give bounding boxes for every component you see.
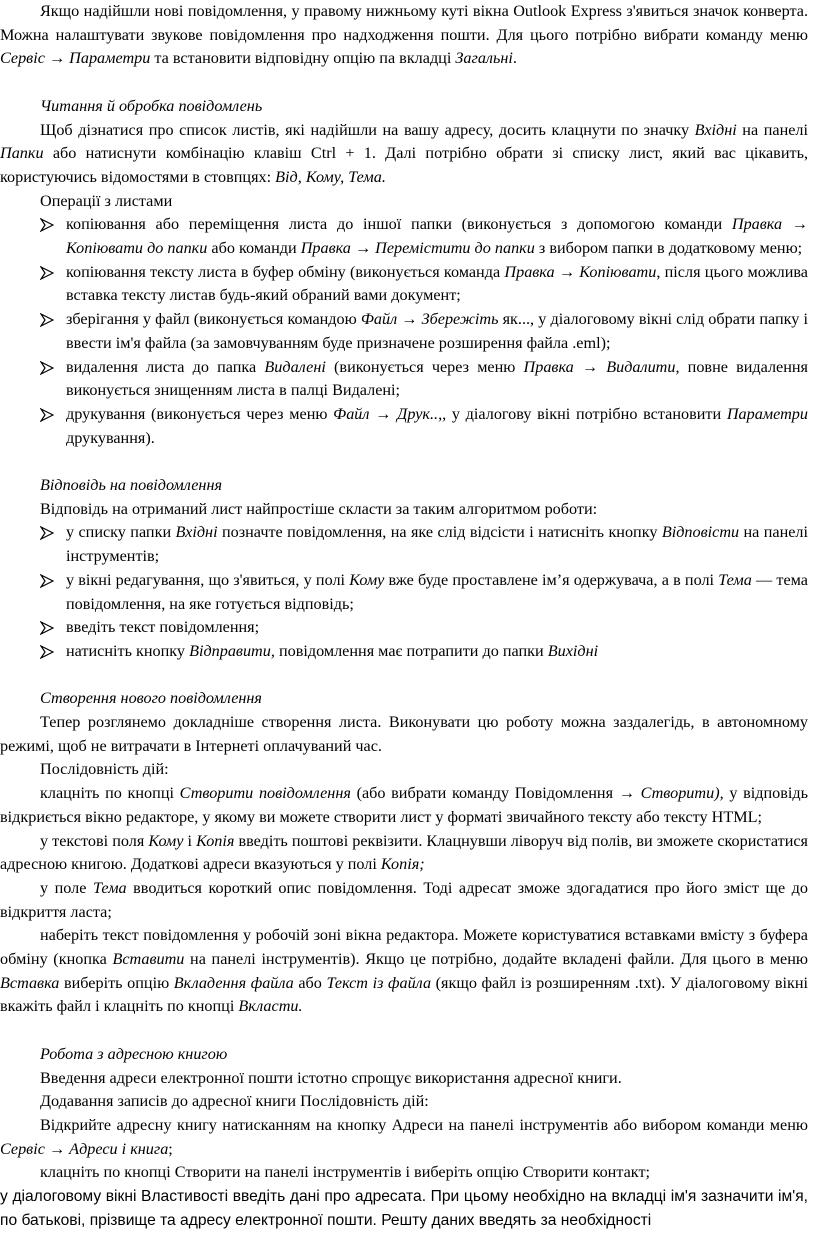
list-item: зберігання у файл (виконується командою Файл → Збережіть як..., у діалоговому вікні слід обрати папку і ввести ім'я файла (за замовчуванням буде призначене розширення файла .eml); <box>0 308 808 355</box>
create-step-3: у поле Тема вводиться короткий опис повідомлення. Тоді адресат зможе здогадатися про його зміст ще до відкриття ласта; <box>0 878 809 921</box>
reading-paragraph: Щоб дізнатися про список листів, які надійшли на вашу адресу, досить клацнути по значку Вхідні на панелі Папки або натиснути комбінацію клавіш Ctrl + 1. Далі потрібно обрати зі списку лист, який вас цікавить, користуючись відомостями в стовпцях: Від, Кому, Тема. <box>0 120 808 186</box>
arrow-bullet-icon <box>40 616 54 639</box>
section-heading-address-book: Робота з адресною книгою <box>40 1044 228 1063</box>
list-item: натисніть кнопку Відправити, повідомлення має потрапити до папки Вихідні <box>0 640 808 664</box>
create-step-1: клацніть по кнопці Створити повідомлення (або вибрати команду Повідомлення → Створити), у відповідь відкриється вікно редакторе, у якому ви можете створити лист у форматі звичайного тексту або тексту HTML; <box>0 784 808 826</box>
list-item: копіювання або переміщення листа до іншої папки (виконується з допомогою команди Правка → Копіювати до папки або команди Правка → Перемістити до папки з вибором папки в додатковому меню; <box>0 213 808 260</box>
section-heading-reply: Відповідь на повідомлення <box>40 476 222 495</box>
arrow-bullet-icon <box>40 521 54 544</box>
section-heading-reading: Читання й обробка повідомлень <box>40 96 263 115</box>
list-item: у списку папки Вхідні позначте повідомлення, на яке слід відсісти і натисніть кнопку Відповісти на панелі інструментів; <box>0 521 808 568</box>
create-step-2: у текстові поля Кому і Копія введіть поштові реквізити. Клацнувши ліворуч від полів, ви зможете скористатися адресною книгою. Додаткові адреси вказуються у полі Копія; <box>0 831 808 874</box>
arrow-bullet-icon <box>40 261 54 284</box>
operations-title: Операції з листами <box>40 191 173 210</box>
sequence-title: Послідовність дій: <box>40 760 169 779</box>
list-item: копіювання тексту листа в буфер обміну (виконується команда Правка → Копіювати, після цього можлива вставка тексту листав будь-який обраний вами документ; <box>0 261 808 308</box>
reply-steps-list <box>0 521 808 663</box>
intro-paragraph: Якщо надійшли нові повідомлення, у правому нижньому куті вікна Outlook Express з'явиться значок конверта. Можна налаштувати звукове повідомлення про надходження пошти. Для цього потрібно вибрати команду меню Сервіс → Параметри та встановити відповідну опцію па вкладці Загальні. <box>0 2 808 68</box>
arrow-bullet-icon <box>40 213 54 236</box>
list-item: введіть текст повідомлення; <box>0 616 808 640</box>
arrow-bullet-icon <box>40 356 54 379</box>
section-heading-create: Створення нового повідомлення <box>40 689 262 708</box>
create-paragraph: Тепер розглянемо докладніше створення листа. Виконувати цю роботу можна заздалегідь, в автономному режимі, щоб не витрачати в Інтернеті оплачуваний час. <box>0 713 808 755</box>
address-paragraph-5: у діалоговому вікні Властивості введіть дані про адресата. При цьому необхідно на вкладці ім'я зазначити ім'я, по батькові, прізвище та адресу електронної пошти. Решту даних введять за необхідності <box>0 1188 808 1229</box>
list-item: друкування (виконується через меню Файл → Друк..,, у діалогову вікні потрібно встановити Параметри друкування). <box>0 403 808 450</box>
create-step-4: наберіть текст повідомлення у робочій зоні вікна редактора. Можете користуватися вставками вмісту з буфера обміну (кнопка Вставити на панелі інструментів). Якщо це потрібно, додайте вкладені файли. Для цього в меню Вставка виберіть опцію Вкладення файла або Текст із файла (якщо файл із розширенням .txt). У діалоговому вікні вкажіть файл і клацніть по кнопці Вкласти. <box>0 926 809 1016</box>
list-item: видалення листа до папка Видалені (виконується через меню Правка → Видалити, повне видалення виконується знищенням листа в палці Видалені; <box>0 356 808 403</box>
arrow-bullet-icon <box>40 640 54 663</box>
arrow-bullet-icon <box>40 569 54 592</box>
address-paragraph-1: Введення адреси електронної пошти істотно спрощує використання адресної книги. <box>40 1068 622 1087</box>
reply-intro: Відповідь на отриманий лист найпростіше скласти за таким алгоритмом роботи: <box>40 499 598 518</box>
address-paragraph-2: Додавання записів до адресної книги Послідовність дій: <box>40 1092 429 1111</box>
address-paragraph-3: Відкрийте адресну книгу натисканням на кнопку Адреси на панелі інструментів або вибором команди меню Сервіс → Адреси і книга; <box>0 1115 808 1158</box>
arrow-bullet-icon <box>40 308 54 331</box>
address-paragraph-4: клацніть по кнопці Створити на панелі інструментів і виберіть опцію Створити контакт; <box>40 1163 651 1182</box>
list-item: у вікні редагування, що з'явиться, у полі Кому вже буде проставлене ім’я одержувача, а в полі Тема — тема повідомлення, на яке готується відповідь; <box>0 569 808 616</box>
operations-list <box>0 213 808 450</box>
arrow-bullet-icon <box>40 403 54 426</box>
